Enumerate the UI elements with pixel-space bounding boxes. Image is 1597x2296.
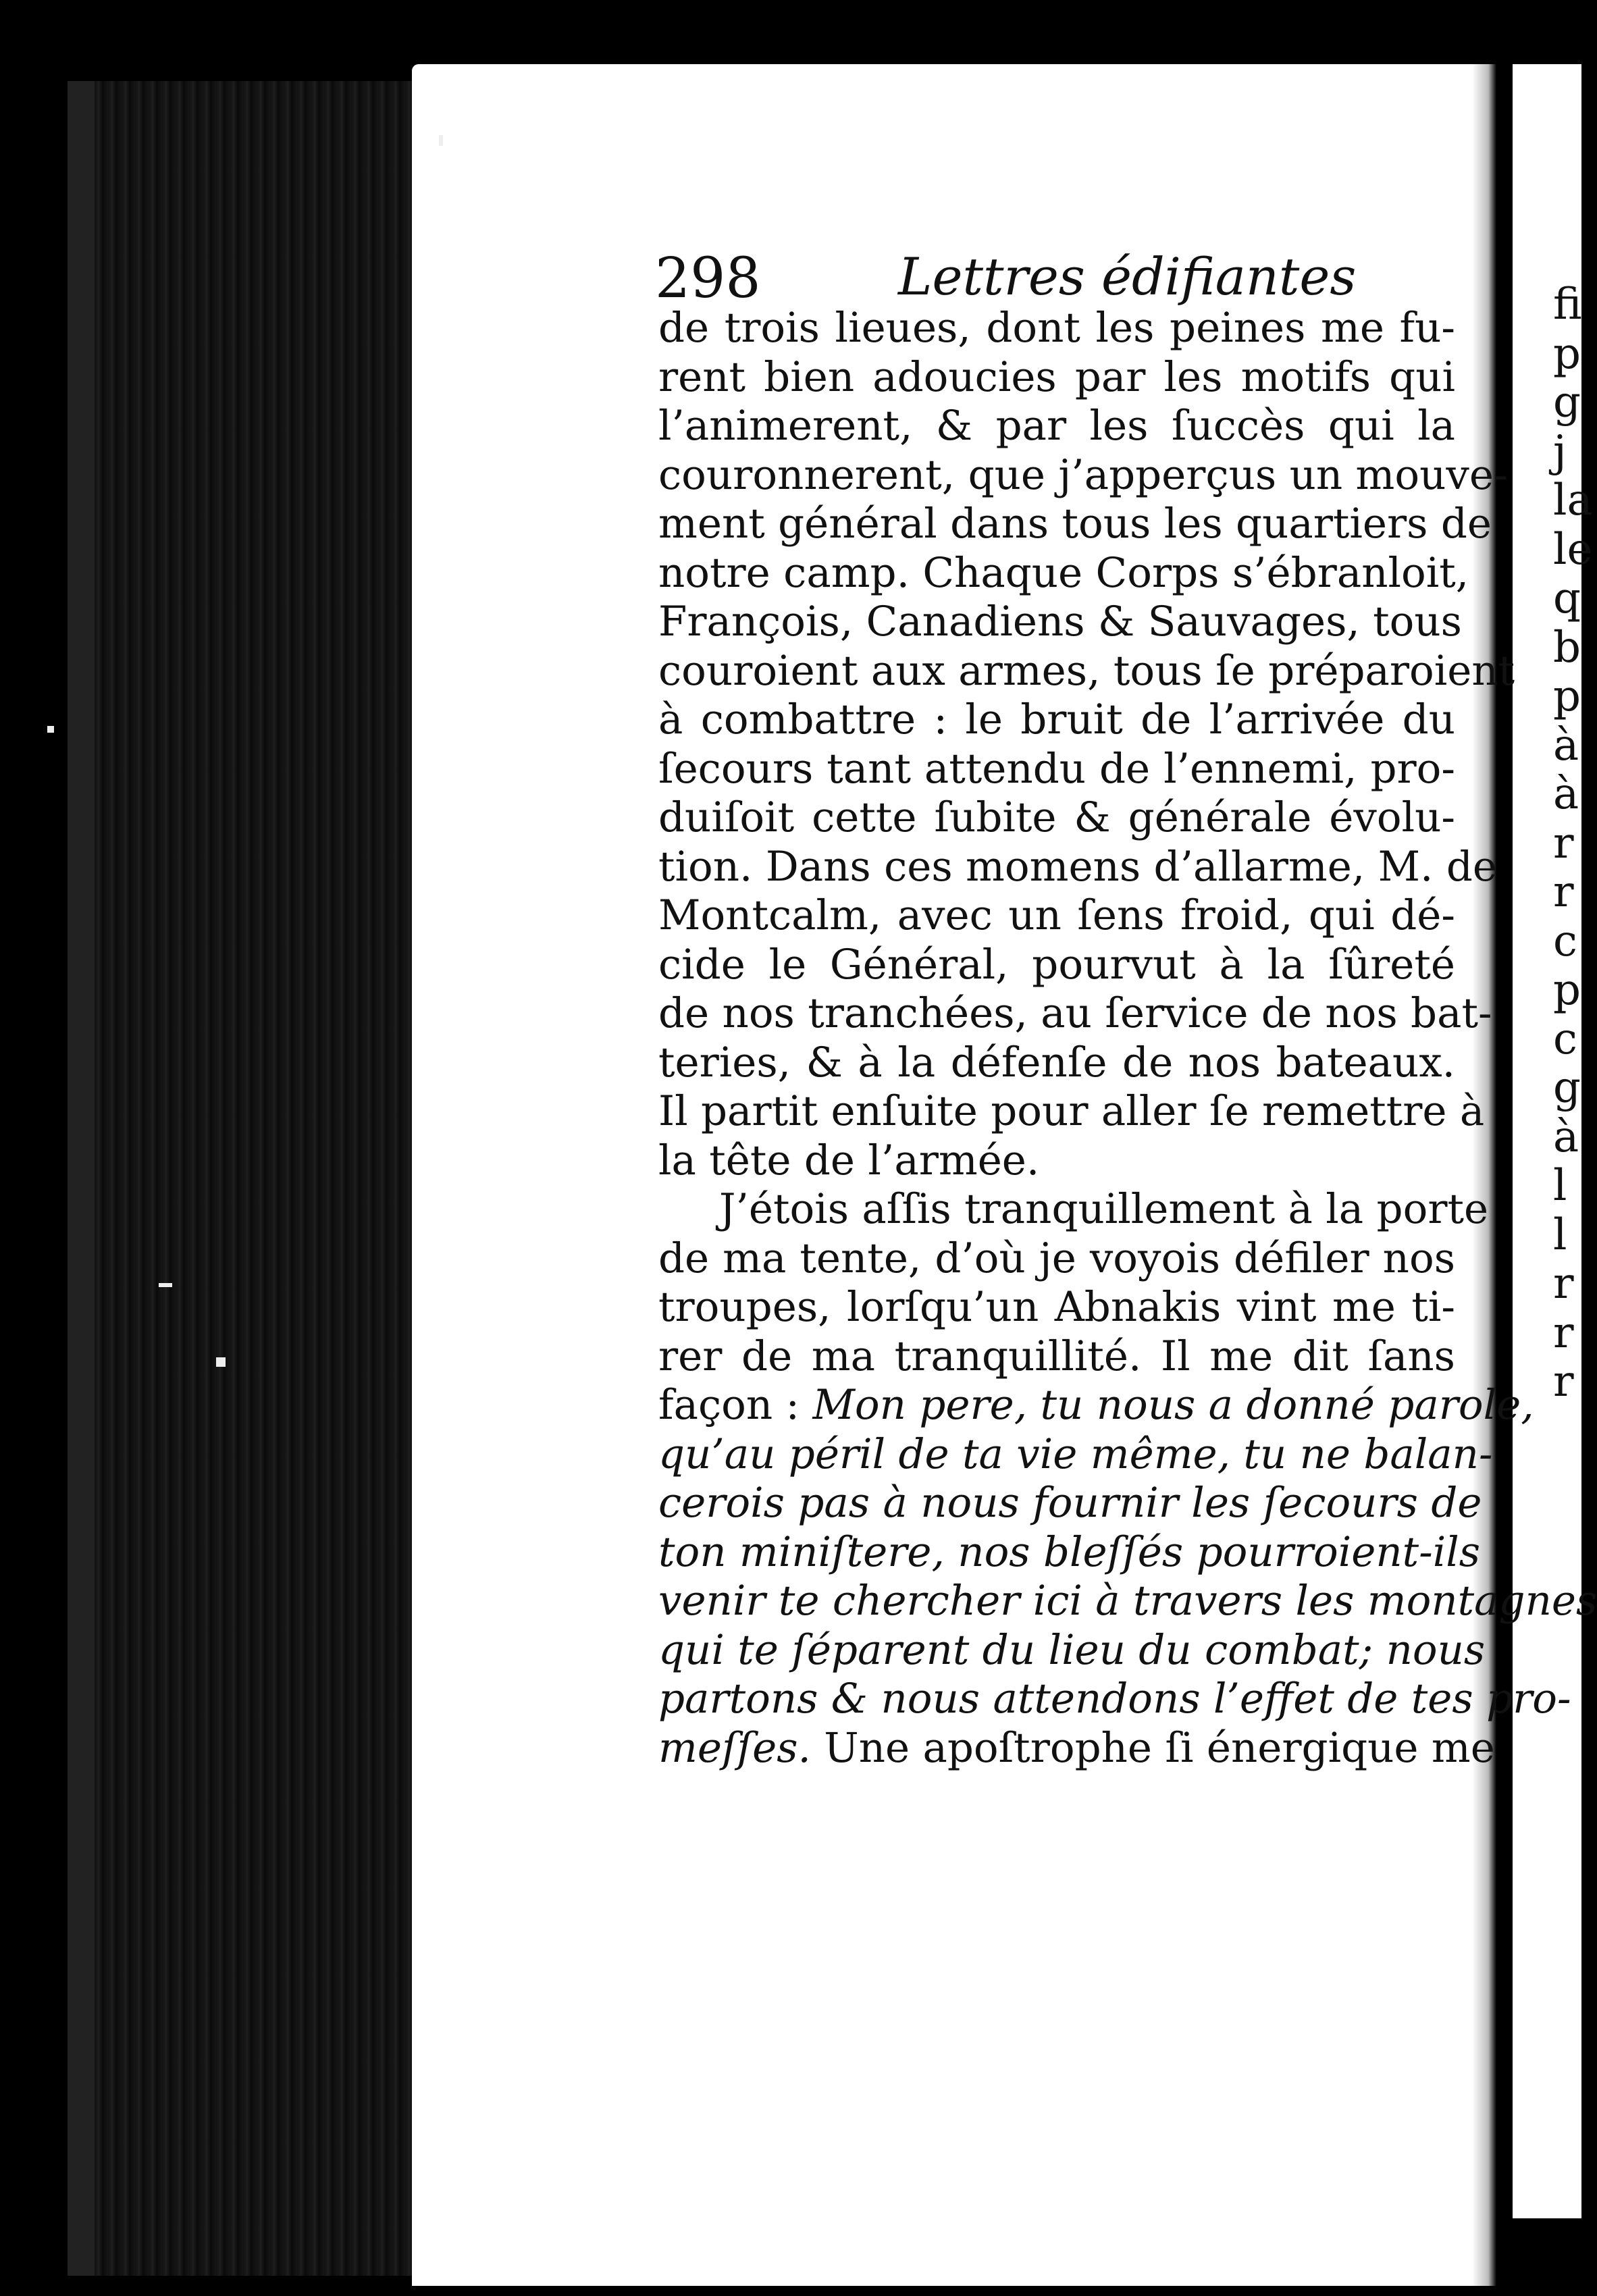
text-line-content: l’animerent, & par les ſuccès qui la: [658, 402, 1455, 450]
facing-page-fragment: à: [1553, 769, 1579, 819]
book-gutter: [1472, 64, 1513, 2286]
text-line-content: cide le Général, pourvut à la ſûreté: [658, 940, 1455, 989]
text-line: [658, 989, 1492, 1039]
text-line: [658, 1625, 1486, 1675]
text-line: [658, 500, 1492, 549]
text-line: [658, 1577, 1597, 1626]
facing-page-fragment: à: [1553, 1112, 1579, 1162]
text-line: [658, 842, 1497, 892]
facing-page-fragment: j: [1553, 426, 1567, 477]
text-line-content: J’étois aſſis tranquillement à la porte: [719, 1185, 1489, 1233]
text-line: [658, 1675, 1571, 1724]
text-line: [658, 353, 1455, 402]
text-line: [658, 891, 1455, 941]
facing-page-fragment: c: [1553, 1014, 1577, 1064]
text-line-content: la tête de l’armée.: [658, 1136, 1040, 1184]
page-speck: [47, 726, 54, 733]
running-title: Lettres édifiantes: [898, 246, 1357, 307]
page-speck: [216, 1357, 226, 1367]
text-line: [658, 450, 1508, 500]
facing-page-fragment: r: [1553, 1357, 1574, 1407]
facing-page-fragment: le: [1553, 524, 1593, 575]
facing-page-fragment: q: [1553, 573, 1581, 623]
text-line-content: couronnerent, que j’apperçus un mouve-: [658, 450, 1508, 499]
text-line: [658, 941, 1455, 990]
text-line: [658, 646, 1515, 696]
page-speck: [159, 1283, 172, 1287]
text-line-content: meſſes.: [658, 1723, 811, 1772]
facing-page-fragment: b: [1553, 622, 1581, 673]
page-speck: [439, 135, 443, 146]
facing-page-fragment: g: [1553, 1063, 1581, 1113]
text-line-content: François, Canadiens & Sauvages, tous: [658, 598, 1462, 646]
text-line: [658, 1381, 1534, 1430]
text-line-content: tion. Dans ces momens d’allarme, M. de: [658, 842, 1497, 891]
text-line-content: partons & nous attendons l’effet de tes pro-: [658, 1675, 1571, 1723]
text-line-content: venir te chercher ici à travers les montagnes: [658, 1577, 1597, 1625]
text-line: [658, 1723, 1495, 1773]
facing-page-fragment: p: [1553, 965, 1581, 1015]
text-line: [658, 793, 1455, 843]
text-line: [658, 1332, 1455, 1382]
facing-page-fragment: fi: [1553, 280, 1582, 330]
facing-page-fragment: à: [1553, 720, 1579, 771]
text-line: [658, 402, 1455, 451]
text-line-content: Il partit enſuite pour aller ſe remettre à: [658, 1087, 1485, 1135]
text-line-content: qu’au péril de ta vie même, tu ne balan-: [658, 1430, 1493, 1478]
page-edge: [68, 81, 95, 2276]
facing-page-fragment: r: [1553, 1259, 1574, 1309]
text-line-content: duiſoit cette ſubite & générale évolu-: [658, 793, 1455, 841]
text-line-content: ment général dans tous les quartiers de: [658, 500, 1492, 548]
text-line-content: notre camp. Chaque Corps s’ébranloit,: [658, 548, 1469, 597]
facing-page-fragment: p: [1553, 328, 1581, 379]
text-line-content: à combattre : le bruit de l’arrivée du: [658, 696, 1455, 743]
facing-page-fragment: c: [1553, 916, 1577, 966]
text-line-content: qui te ſéparent du lieu du combat; nous: [658, 1625, 1486, 1674]
text-line-roman-tail: Une apoſtrophe ſi énergique me: [810, 1723, 1495, 1772]
page-number: 298: [655, 246, 761, 311]
text-line-content: de nos tranchées, au ſervice de nos bat-: [658, 989, 1492, 1037]
text-line: [658, 1234, 1455, 1284]
text-line-content: cerois pas à nous fournir les ſecours de: [658, 1479, 1482, 1527]
text-line-content: ſecours tant attendu de l’ennemi, pro-: [658, 744, 1455, 793]
text-line-content: de trois lieues, dont les peines me fu-: [658, 304, 1455, 352]
facing-page-fragment: r: [1553, 818, 1574, 868]
text-line: [658, 1283, 1455, 1332]
facing-page-fragment: g: [1553, 377, 1581, 427]
text-line: [658, 1087, 1485, 1137]
facing-page-fragment: r: [1553, 1307, 1574, 1358]
text-line: [658, 745, 1455, 794]
facing-page-text: [1553, 280, 1593, 1407]
facing-page-fragment: r: [1553, 867, 1574, 917]
text-line-content: ton miniſtere, nos bleſſés pourroient-ils: [658, 1528, 1481, 1576]
text-line: [658, 696, 1455, 745]
facing-page-fragment: l: [1553, 1161, 1567, 1211]
text-line-content: façon :: [658, 1381, 813, 1429]
text-line: [658, 598, 1462, 647]
text-line: [658, 1430, 1493, 1480]
text-line-content: de ma tente, d’où je voyois défiler nos: [658, 1234, 1455, 1282]
facing-page-fragment: la: [1553, 475, 1593, 525]
text-line: [658, 548, 1469, 598]
text-line-content: Montcalm, avec un ſens froid, qui dé-: [658, 891, 1455, 939]
text-line: [658, 1137, 1455, 1186]
facing-page-fragment: p: [1553, 671, 1581, 721]
text-line-content: teries, & à la défenſe de nos bateaux.: [658, 1038, 1455, 1087]
text-line: [658, 1185, 1489, 1234]
text-line: [658, 1039, 1455, 1088]
book-spine: [68, 81, 446, 2276]
text-line-italic-tail: Mon pere, tu nous a donné parole,: [812, 1381, 1534, 1429]
text-line-content: rent bien adoucies par les motifs qui: [658, 353, 1455, 401]
text-line: [658, 1528, 1481, 1577]
text-line-content: rer de ma tranquillité. Il me dit ſans: [658, 1332, 1455, 1380]
text-line: [658, 304, 1455, 353]
text-line-content: troupes, lorſqu’un Abnakis vint me ti-: [658, 1283, 1455, 1331]
text-line: [658, 1479, 1482, 1528]
text-line-content: couroient aux armes, tous ſe préparoient: [658, 646, 1515, 695]
body-text: [658, 304, 1597, 1773]
facing-page-fragment: l: [1553, 1209, 1567, 1260]
